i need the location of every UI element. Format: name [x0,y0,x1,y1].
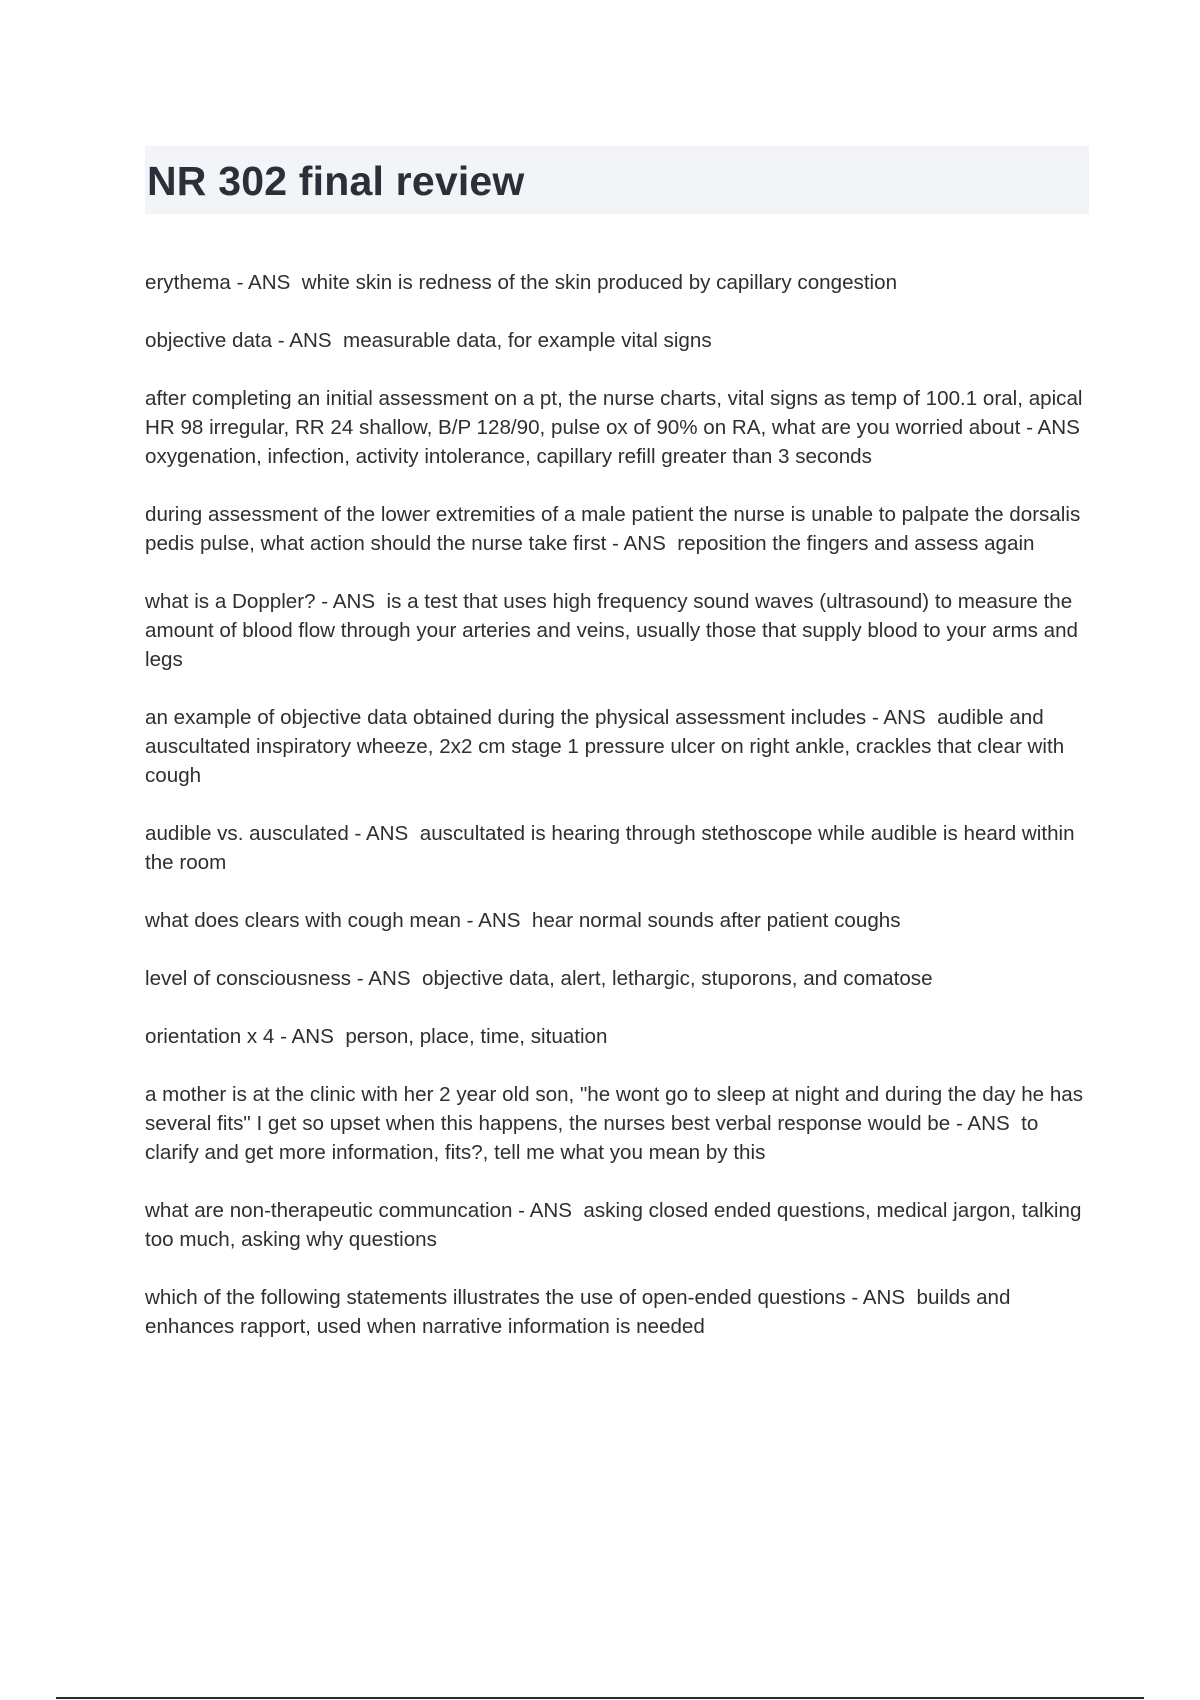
qa-entry-objective-data: objective data - ANS measurable data, for example vital signs [145,329,712,352]
qa-entry-initial-assessment: after completing an initial assessment on a pt, the nurse charts, vital signs as temp of 100.1 oral, apical HR 98 irregular, RR 24 shallow, B/P 128/90, pulse ox of 90% on RA, what are you worried about - ANS oxygenation, infection, activity intolerance, capillary refill greater than 3 seconds [145,387,1092,468]
qa-entry-doppler: what is a Doppler? - ANS is a test that uses high frequency sound waves (ultrasound) to measure the amount of blood flow through your arteries and veins, usually those that supply blood to your arms and legs [145,590,1084,671]
qa-entry-dorsalis-pedis: during assessment of the lower extremities of a male patient the nurse is unable to palpate the dorsalis pedis pulse, what action should the nurse take first - ANS reposition the fingers and assess again [145,503,1086,555]
qa-entry-level-of-consciousness: level of consciousness - ANS objective data, alert, lethargic, stuporons, and comatose [145,967,933,990]
qa-entry-objective-example: an example of objective data obtained during the physical assessment includes - ANS audible and auscultated inspiratory wheeze, 2x2 cm stage 1 pressure ulcer on right ankle, crackles that clear with cough [145,706,1070,787]
title-banner [145,146,1089,214]
qa-entry-audible-vs-auscultated: audible vs. ausculated - ANS auscultated is hearing through stethoscope while audible is heard within the room [145,822,1081,874]
qa-entry-open-ended: which of the following statements illustrates the use of open-ended questions - ANS builds and enhances rapport, used when narrative information is needed [145,1286,1017,1338]
qa-entry-orientation: orientation x 4 - ANS person, place, time, situation [145,1025,608,1048]
page-title: NR 302 final review [147,158,525,204]
footer-divider [56,1697,1144,1699]
qa-list [145,268,1090,1370]
qa-entry-non-therapeutic: what are non-therapeutic communcation - ANS asking closed ended questions, medical jargon, talking too much, asking why questions [145,1199,1088,1251]
qa-entry-erythema: erythema - ANS white skin is redness of the skin produced by capillary congestion [145,271,898,294]
qa-entry-clears-with-cough: what does clears with cough mean - ANS hear normal sounds after patient coughs [145,909,901,932]
qa-entry-mother-clinic: a mother is at the clinic with her 2 year old son, "he wont go to sleep at night and during the day he has several fits" I get so upset when this happens, the nurses best verbal response would be - ANS to clarify and get more information, fits?, tell me what you mean by this [145,1083,1089,1164]
